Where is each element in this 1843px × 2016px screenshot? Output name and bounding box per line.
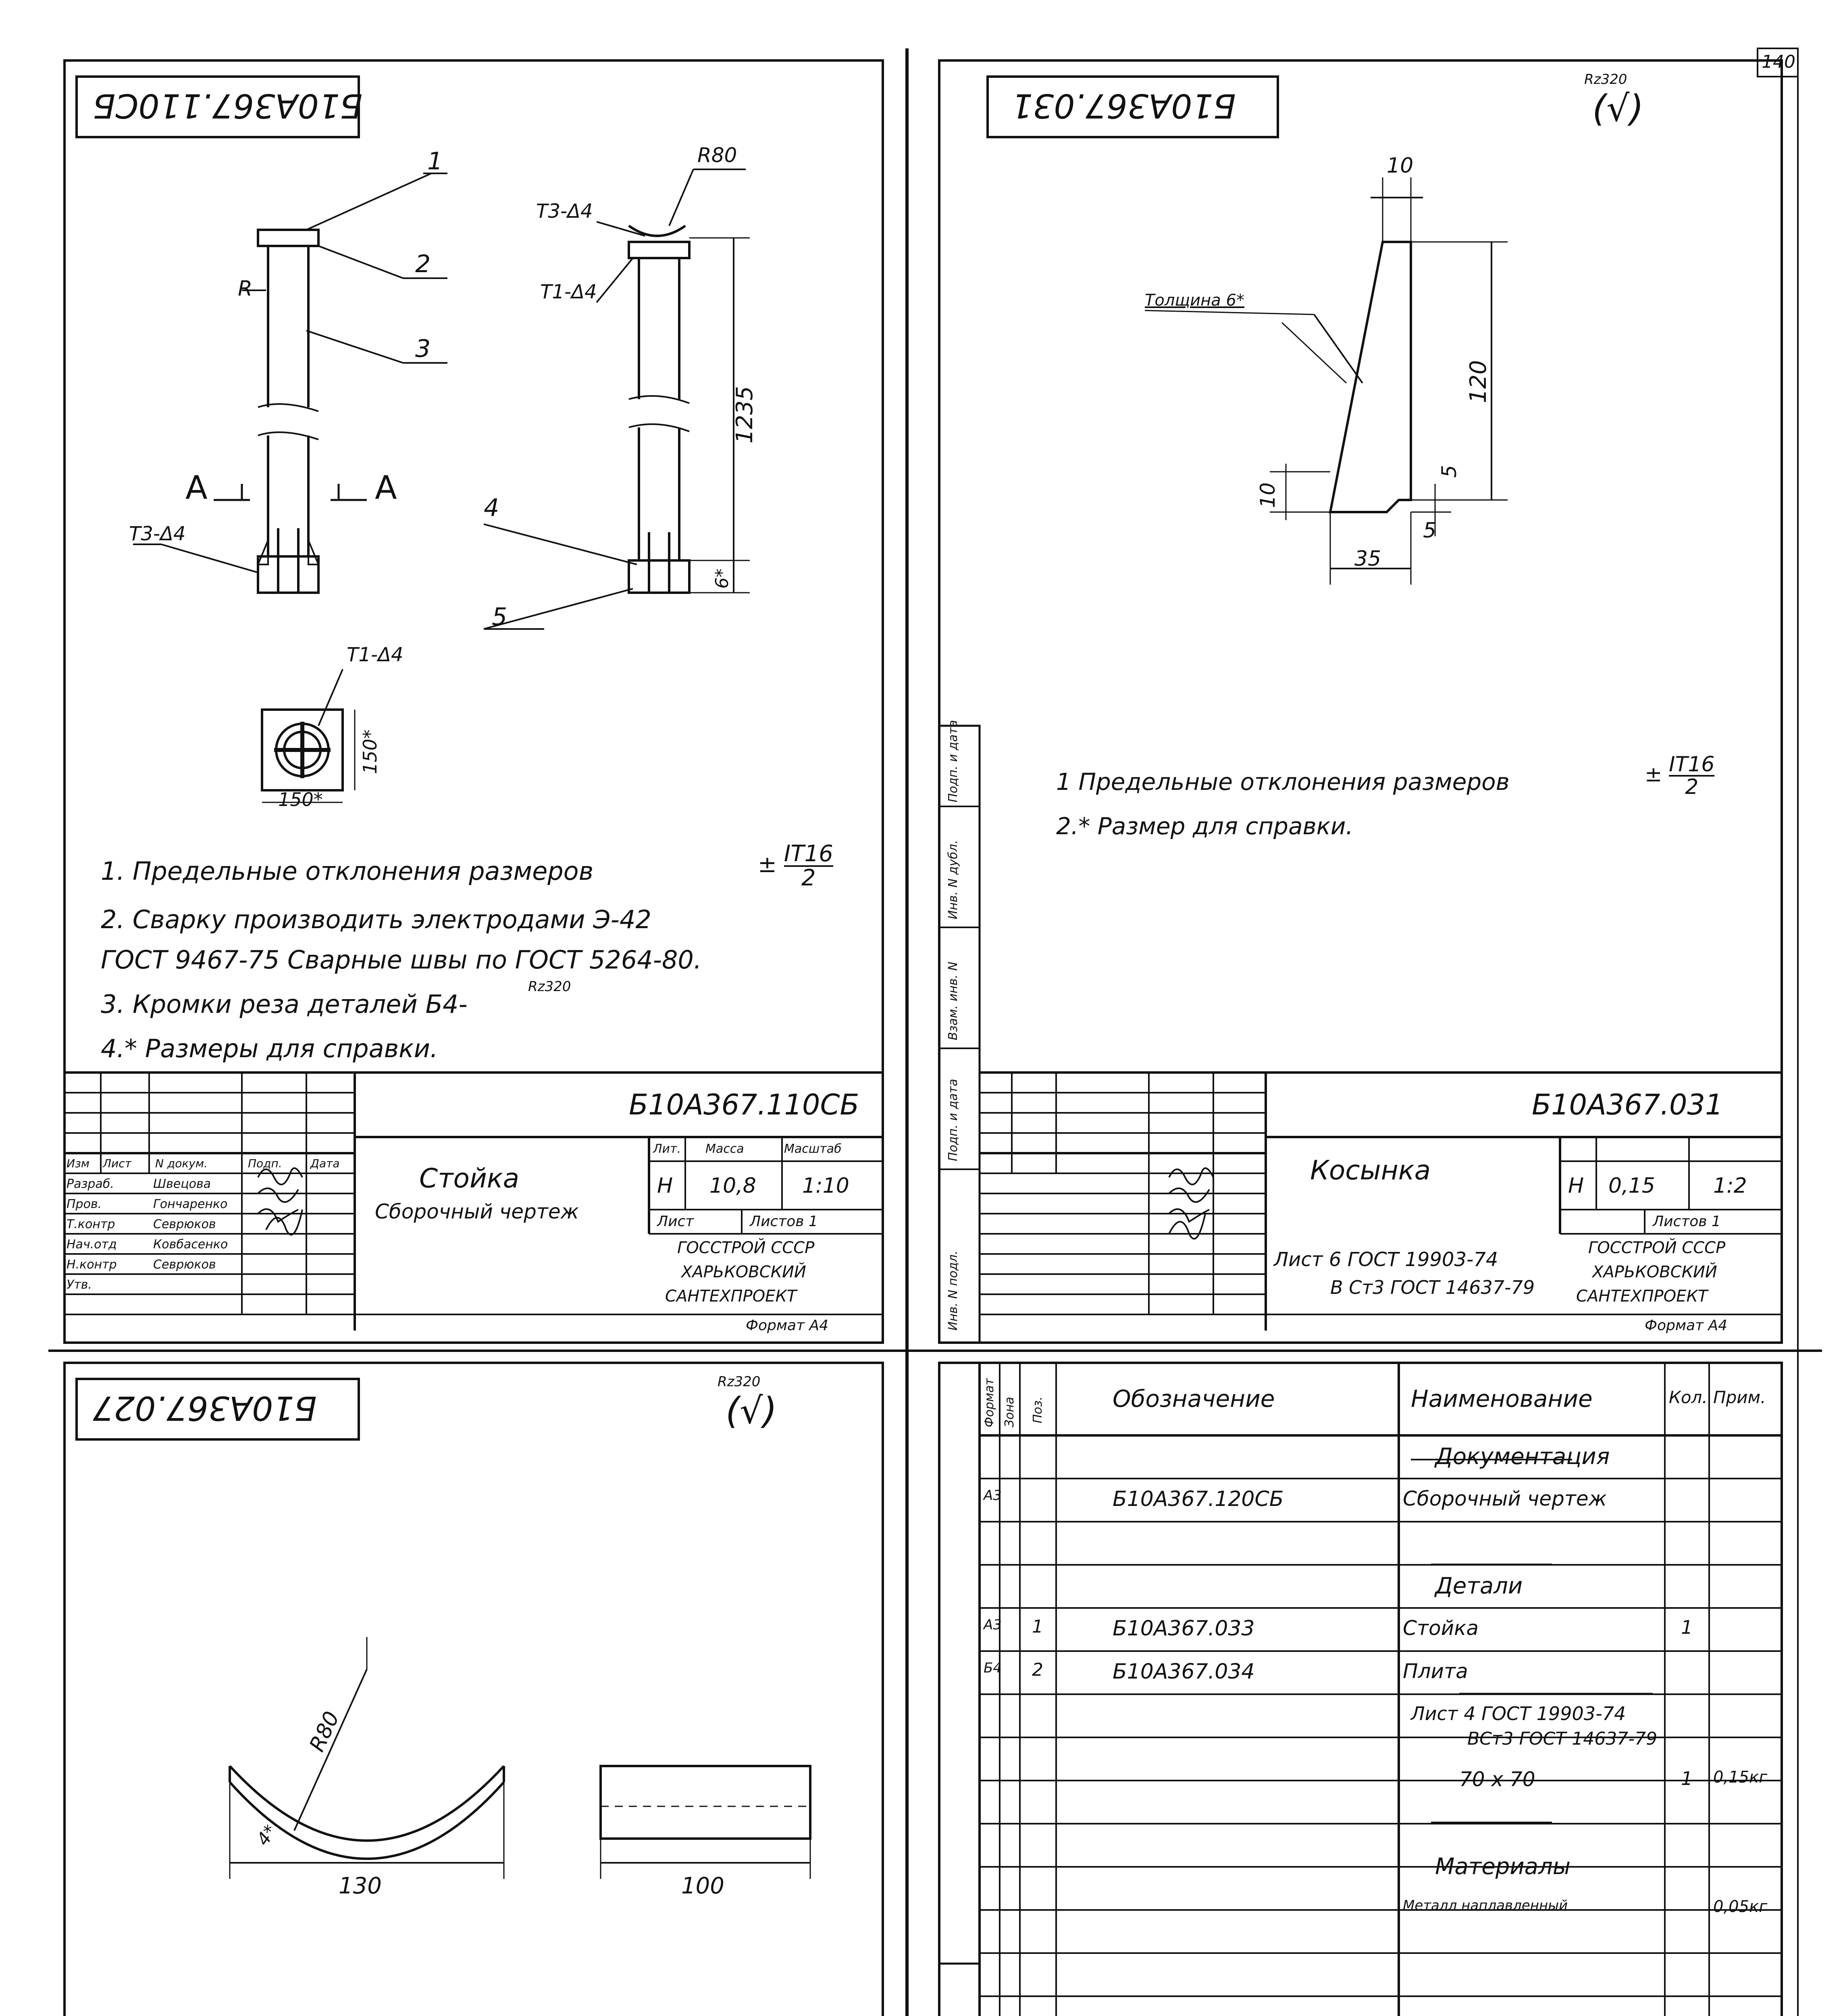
stoika-tb-massa: Масса — [705, 1142, 744, 1156]
stoika-weld-t1-section: Т1-Δ4 — [347, 644, 404, 666]
kosynka-tb-format: Формат А4 — [1645, 1317, 1728, 1334]
stoika-tb-lit-val: Н — [657, 1174, 673, 1198]
stoika-tb-role-0: Разраб. — [67, 1177, 114, 1191]
kosynka-tb-org1: ГОССТРОЙ СССР — [1588, 1239, 1726, 1257]
stoika-tb-code: Б10А367.110СБ — [629, 1088, 859, 1121]
stoika-weld-t3-bottom: Т3-Δ4 — [129, 523, 186, 545]
stoika-pos-2: 2 — [415, 250, 431, 278]
spec-cell: ВСт3 ГОСТ 14637-79 — [1467, 1729, 1658, 1749]
frame-bottom-right — [939, 1363, 1782, 2016]
kosynka-dim-10-left: 10 — [1256, 482, 1279, 508]
stoika-tb-hdr-podp: Подп. — [248, 1157, 282, 1170]
kosynka-tb-org3: САНТЕХПРОЕКТ — [1576, 1287, 1708, 1306]
stoika-dim-150-v: 150* — [359, 729, 381, 774]
kosynka-tb-code: Б10А367.031 — [1532, 1088, 1723, 1121]
stoika-tb-name-3: Ковбасенко — [153, 1237, 228, 1252]
spec-cell: 0,05кг — [1713, 1897, 1768, 1916]
spec-cell: Стойка — [1403, 1616, 1479, 1640]
kosynka-tb-listov: Листов 1 — [1653, 1213, 1721, 1230]
stoika-dim-150-h: 150* — [278, 789, 323, 810]
spec-cell: Б10А367.034 — [1113, 1660, 1255, 1684]
stoika-tb-hdr-list: Лист — [103, 1157, 131, 1170]
spec-cell: Лист 4 ГОСТ 19903-74 — [1411, 1703, 1626, 1724]
spec-header-poz: Поз. — [1031, 1396, 1045, 1423]
kosynka-dim-35: 35 — [1354, 547, 1381, 571]
spec-header-kol: Кол. — [1669, 1387, 1708, 1407]
spec-cell: 0,15кг — [1713, 1768, 1768, 1787]
stoika-tb-org2: ХАРЬКОВСКИЙ — [681, 1263, 806, 1281]
kosynka-side-1: Подп. и дата — [946, 1079, 960, 1161]
kosynka-tb-org2: ХАРЬКОВСКИЙ — [1592, 1263, 1717, 1281]
stoika-note-2: 2. Сварку производить электродами Э-42 — [101, 905, 651, 934]
spec-cell: Б4 — [984, 1660, 1002, 1676]
stoika-pos-3: 3 — [415, 335, 431, 363]
page-corner-number: 140 — [1762, 52, 1795, 72]
kosynka-tolerance: ± $\frac{IT16}{2}$ — [1645, 752, 1715, 799]
stoika-tb-lit: Лит. — [653, 1142, 681, 1156]
kosynka-tb-masshtab-val: 1:2 — [1713, 1174, 1747, 1198]
spec-header-zona: Зона — [1003, 1397, 1017, 1427]
stoika-dim-1235: 1235 — [732, 386, 758, 444]
stoika-tb-listov: Листов 1 — [750, 1213, 818, 1230]
stoika-pos-1: 1 — [427, 147, 443, 175]
stoika-tb-hdr-ndok: N докум. — [155, 1157, 208, 1170]
stoika-dim-6: 6* — [712, 569, 732, 589]
frame-bottom-left — [64, 1363, 883, 2016]
spec-cell: 2 — [1032, 1660, 1043, 1680]
kosynka-side-2: Взам. инв. N — [946, 962, 960, 1040]
kosynka-roughness: Rz320 — [1584, 71, 1627, 87]
spec-cell: Документация — [1435, 1443, 1610, 1470]
spec-cell: 1 — [1681, 1616, 1693, 1638]
spec-cell: Детали — [1435, 1573, 1523, 1599]
kosynka-dim-120: 120 — [1465, 360, 1491, 403]
stoika-label-r: R — [238, 277, 253, 301]
stoika-tb-masshtab: Масштаб — [784, 1142, 842, 1156]
spec-header-naimenovanie: Наименование — [1411, 1385, 1593, 1412]
podushka-r80: R80 — [305, 1708, 344, 1756]
stoika-pos-4: 4 — [484, 494, 499, 522]
stoika-section-a-right: А — [375, 469, 397, 506]
stoika-weld-t1-top: Т1-Δ4 — [540, 281, 597, 303]
spec-header-prim: Прим. — [1713, 1387, 1766, 1407]
stoika-tb-org1: ГОССТРОЙ СССР — [677, 1239, 815, 1257]
kosynka-side-3: Инв. N дубл. — [946, 840, 960, 919]
stoika-tb-list: Лист — [657, 1213, 694, 1230]
spec-grid-rows — [980, 1479, 1782, 2016]
stoika-tb-hdr-data: Дата — [310, 1157, 340, 1170]
podushka-header-code: Б10А367.027 — [93, 1389, 317, 1427]
podushka-dim-4: 4* — [252, 1821, 281, 1849]
stoika-tb-name-0: Швецова — [153, 1177, 211, 1191]
spec-cell: Материалы — [1435, 1853, 1571, 1880]
stoika-tb-name-2: Севрюков — [153, 1217, 216, 1231]
spec-cell: 1 — [1032, 1616, 1043, 1637]
stoika-pos-5: 5 — [492, 603, 508, 631]
stoika-tb-hdr-izm: Изм — [67, 1157, 89, 1170]
kosynka-side-4: Подп. и дата — [946, 720, 960, 802]
spec-cell: А3 — [984, 1487, 1002, 1504]
spec-cell: А3 — [984, 1617, 1002, 1633]
spec-cell: Б10А367.033 — [1113, 1616, 1255, 1641]
stoika-tb-role-4: Н.контр — [67, 1258, 117, 1272]
stoika-label-r80: R80 — [697, 144, 737, 167]
frame-top-left — [64, 60, 883, 1343]
stoika-tb-format: Формат А4 — [746, 1317, 829, 1334]
spec-cell: Сборочный чертеж — [1403, 1487, 1607, 1510]
stoika-tb-role-2: Т.контр — [67, 1217, 115, 1231]
frame-top-right — [939, 60, 1782, 1343]
kosynka-dim-5a: 5 — [1437, 465, 1461, 478]
kosynka-tb-mat2: В Ст3 ГОСТ 14637-79 — [1330, 1277, 1535, 1298]
stoika-tb-role-1: Пров. — [67, 1197, 102, 1211]
kosynka-thickness: Толщина 6* — [1145, 291, 1244, 310]
stoika-note-3-roughness: Rz320 — [528, 979, 571, 995]
spec-cell: Плита — [1403, 1660, 1468, 1683]
kosynka-note-1: 1 Предельные отклонения размеров — [1056, 768, 1510, 796]
stoika-tb-subname: Сборочный чертеж — [375, 1200, 579, 1223]
stoika-note-1: 1. Предельные отклонения размеров — [101, 856, 594, 886]
podushka-roughness: Rz320 — [718, 1374, 761, 1390]
stoika-section-a-left: А — [185, 469, 208, 506]
kosynka-roughness-mark: (√) — [1592, 87, 1644, 130]
kosynka-tb-name: Косынка — [1310, 1155, 1431, 1186]
spec-cell: Металл наплавленный — [1403, 1897, 1568, 1914]
stoika-tb-masshtab-val: 1:10 — [802, 1174, 849, 1198]
kosynka-tb-lit-val: Н — [1568, 1174, 1584, 1198]
stoika-note-4: 4.* Размеры для справки. — [101, 1034, 438, 1063]
kosynka-note-2: 2.* Размер для справки. — [1056, 812, 1353, 840]
stoika-note-3: 3. Кромки реза деталей Б4- — [101, 989, 468, 1019]
podushka-dim-100: 100 — [681, 1873, 724, 1899]
stoika-tolerance: ± $\frac{IT16}{2}$ — [758, 841, 833, 891]
stoika-tb-name: Стойка — [419, 1163, 520, 1194]
kosynka-tb-mat1: Лист 6 ГОСТ 19903-74 — [1274, 1248, 1498, 1271]
stoika-tb-role-3: Нач.отд — [67, 1237, 117, 1252]
kosynka-dim-5b: 5 — [1423, 519, 1437, 543]
podushka-roughness-mark: (√) — [726, 1390, 777, 1432]
kosynka-side-0: Инв. N подл. — [946, 1250, 960, 1331]
stoika-tb-name-4: Севрюков — [153, 1258, 216, 1272]
stoika-tb-name-1: Гончаренко — [153, 1197, 228, 1211]
spec-cell: Б10А367.120СБ — [1113, 1487, 1284, 1511]
kosynka-header-code: Б10А367.031 — [1012, 86, 1236, 125]
stoika-tb-massa-val: 10,8 — [709, 1174, 756, 1198]
stoika-weld-t3-top: Т3-Δ4 — [536, 200, 593, 223]
podushka-dim-130: 130 — [339, 1873, 382, 1899]
stoika-header-code: Б10А367.110СБ — [93, 86, 363, 125]
spec-cell: 70 х 70 — [1459, 1767, 1535, 1791]
kosynka-dim-10-top: 10 — [1387, 154, 1414, 178]
spec-header-format: Формат — [982, 1378, 996, 1427]
kosynka-tb-massa-val: 0,15 — [1608, 1174, 1655, 1198]
stoika-tb-org3: САНТЕХПРОЕКТ — [665, 1287, 797, 1306]
spec-header-oboznachenie: Обозначение — [1113, 1385, 1275, 1412]
stoika-tb-role-5: Утв. — [67, 1278, 92, 1292]
stoika-note-2b: ГОСТ 9467-75 Сварные швы по ГОСТ 5264-80. — [101, 945, 702, 975]
spec-cell: 1 — [1681, 1767, 1693, 1789]
